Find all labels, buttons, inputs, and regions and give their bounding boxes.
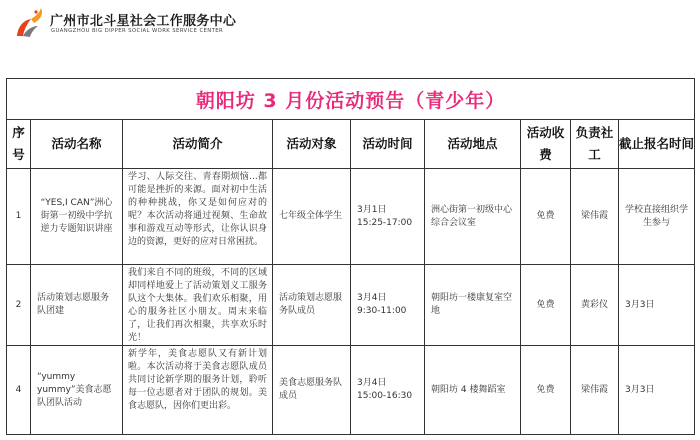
table-title: 朝阳坊 3 月份活动预告（青少年） — [7, 79, 695, 120]
table-row — [7, 346, 695, 435]
time-date: 3月4日 — [357, 378, 387, 388]
cell-time — [351, 265, 425, 346]
time-date: 3月4日 — [357, 293, 387, 303]
cell-intro: 新学年，美食志愿队又有新计划啦。本次活动将于美食志愿队成员共同讨论新学期的服务计划，聆听每一位志愿者对于团队的规划。美食志愿队，因你们更出彩。 — [123, 346, 273, 435]
cell-deadline: 3月3日 — [619, 265, 695, 346]
cell-name: “yummy yummy”美食志愿队团队活动 — [31, 346, 123, 435]
cell-deadline: 3月3日 — [619, 346, 695, 435]
cell-deadline: 学校直接组织学生参与 — [619, 169, 695, 265]
cell-time — [351, 169, 425, 265]
time-date: 3月1日 — [357, 204, 387, 215]
cell-intro: 我们来自不同的班级，不同的区域却同样地爱上了活动策划义工服务队这个大集体。我们欢乐相聚，用心的服务社区小朋友。周末来临了，让我们再次相聚，共享欢乐时光！ — [123, 265, 273, 346]
time-range: 9:30-11:00 — [357, 306, 407, 316]
cell-location: 朝阳坊 4 楼舞蹈室 — [425, 346, 521, 435]
table-row — [7, 265, 695, 346]
cell-location: 洲心街第一初级中心综合会议室 — [425, 169, 521, 265]
cell-fee: 免费 — [521, 346, 571, 435]
cell-name: “YES,I CAN”洲心街第一初级中学抗逆力专题知识讲座 — [31, 169, 123, 265]
table-row — [7, 169, 695, 265]
header-name: 活动名称 — [31, 120, 123, 169]
header-staff: 负责社工 — [571, 120, 619, 169]
org-header — [14, 6, 334, 40]
header-intro: 活动简介 — [123, 120, 273, 169]
cell-intro: 学习、人际交往、青春期烦恼...都可能是挫折的来源。面对初中生活的种种挑战，你又是如何应对的呢？本次活动将通过视频、生命故事和游戏互动等形式，让你认识身边的资源，更好的应对日常困扰。 — [123, 169, 273, 265]
cell-fee: 免费 — [521, 265, 571, 346]
header-time: 活动时间 — [351, 120, 425, 169]
time-range: 15:00-16:30 — [357, 391, 413, 401]
header-location: 活动地点 — [425, 120, 521, 169]
cell-num: 1 — [7, 169, 31, 265]
cell-num: 2 — [7, 265, 31, 346]
header-row — [7, 120, 695, 169]
cell-staff: 梁伟霞 — [571, 346, 619, 435]
activity-table — [6, 78, 695, 435]
time-range: 15:25-17:00 — [357, 217, 413, 228]
header-num: 序号 — [7, 120, 31, 169]
cell-audience: 美食志愿服务队成员 — [273, 346, 351, 435]
cell-staff: 梁伟霞 — [571, 169, 619, 265]
cell-num: 4 — [7, 346, 31, 435]
cell-fee: 免费 — [521, 169, 571, 265]
cell-audience: 七年级全体学生 — [273, 169, 351, 265]
big-dipper-logo-icon — [14, 6, 48, 38]
cell-time — [351, 346, 425, 435]
org-name: 广州市北斗星社会工作服务中心 — [50, 14, 237, 29]
cell-name: 活动策划志愿服务队团建 — [31, 265, 123, 346]
org-subtitle: GUANGZHOU BIG DIPPER SOCIAL WORK SERVICE CENTER — [51, 28, 224, 34]
cell-staff: 黄彩仪 — [571, 265, 619, 346]
header-deadline: 截止报名时间 — [619, 120, 695, 169]
header-audience: 活动对象 — [273, 120, 351, 169]
cell-audience: 活动策划志愿服务队成员 — [273, 265, 351, 346]
header-fee: 活动收费 — [521, 120, 571, 169]
cell-location: 朝阳坊一楼康复室空地 — [425, 265, 521, 346]
